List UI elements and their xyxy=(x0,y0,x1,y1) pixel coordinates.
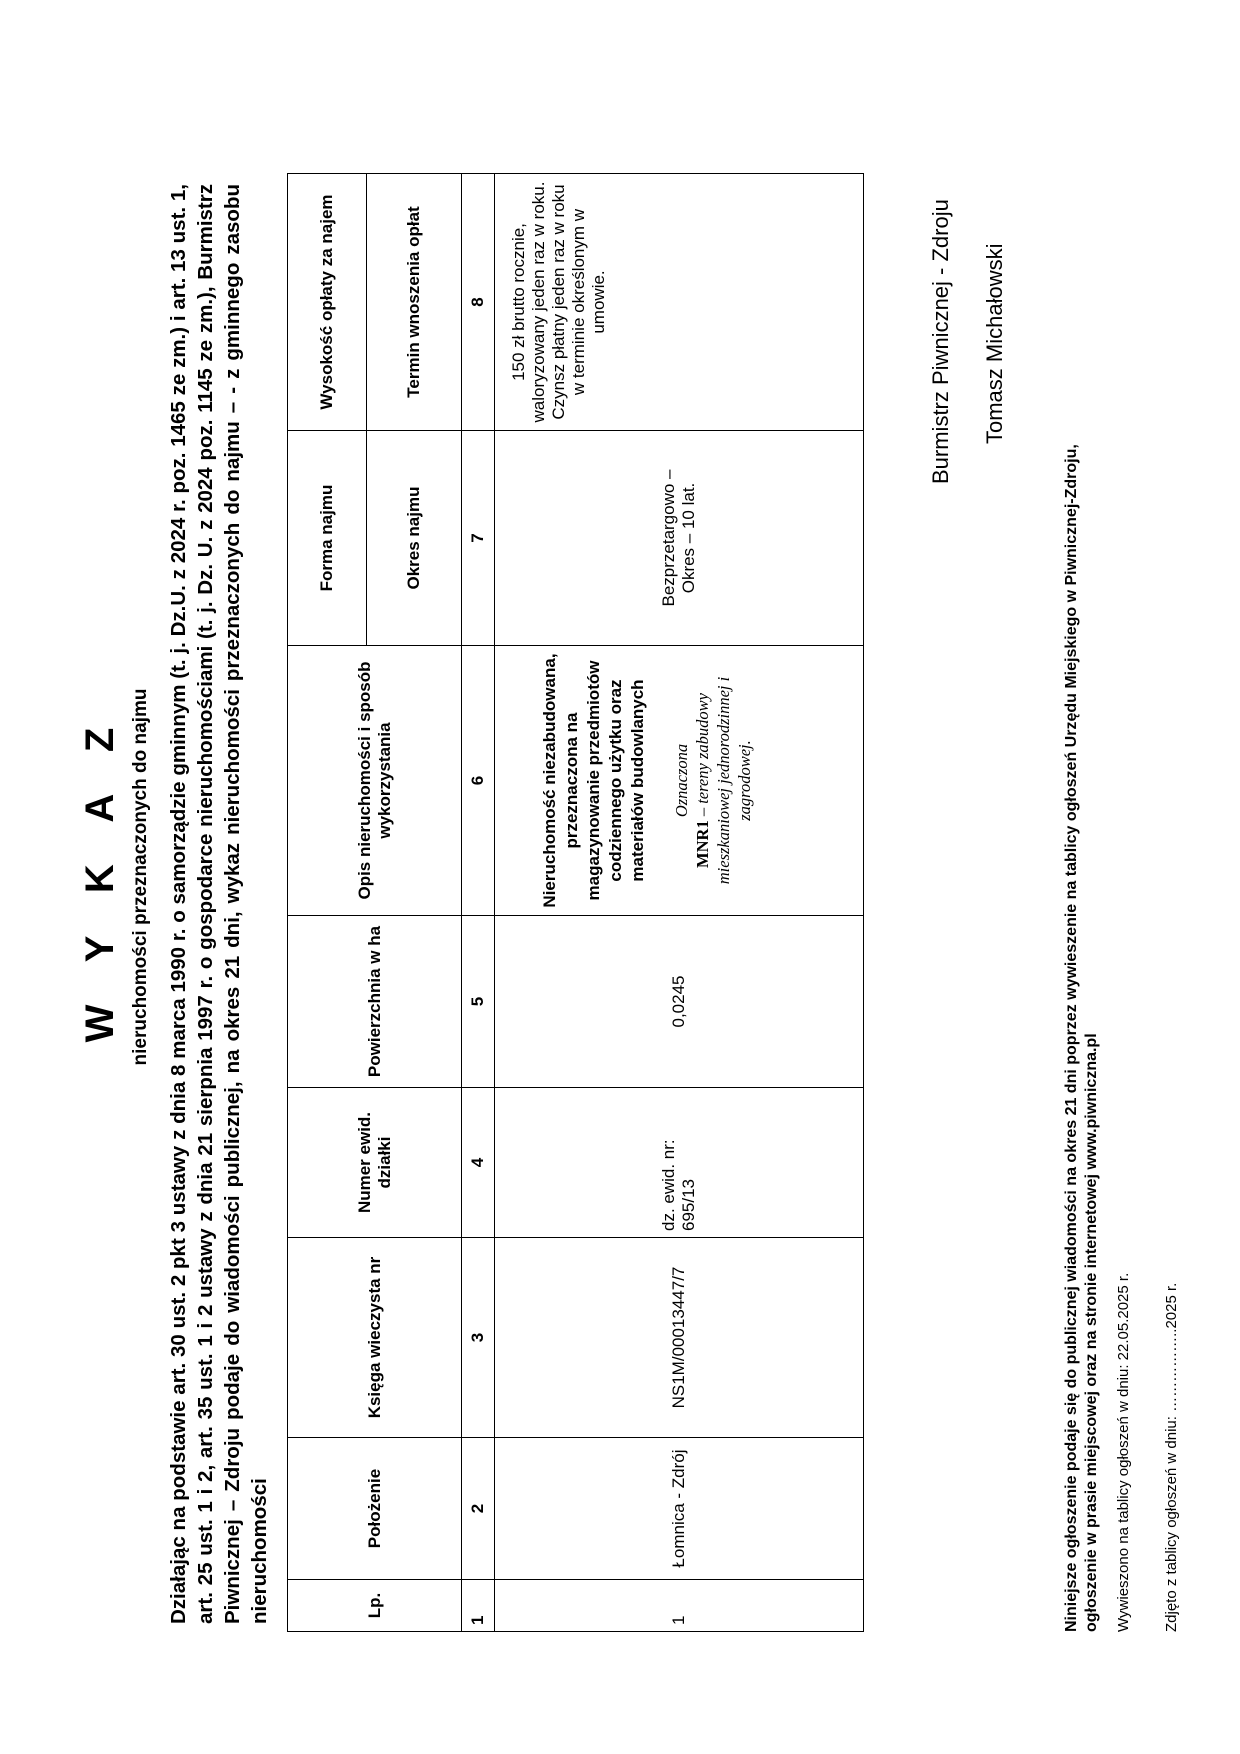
column-number: 4 xyxy=(462,1088,495,1238)
column-number: 5 xyxy=(462,916,495,1088)
header-forma: Forma najmu xyxy=(288,431,367,646)
signature-title: Burmistrz Piwnicznej - Zdroju xyxy=(928,199,953,484)
header-polozenie: Położenie xyxy=(288,1438,462,1580)
header-okres: Okres najmu xyxy=(367,431,462,646)
header-opis: Opis nieruchomości i sposób wykorzystania xyxy=(288,646,462,916)
description-text: Nieruchomość niezabudowana, przeznaczona na magazynowanie przedmiotów codziennego użytku oraz materiałów budowlanych xyxy=(540,653,647,908)
zoning-symbol: MNR1 xyxy=(693,820,712,868)
cell-opis xyxy=(495,646,864,916)
notice-text: Niniejsze ogłoszenie podaje się do publicznej wiadomości na okres 21 dni poprzez wywieszenie na tablicy ogłoszeń Urzędu Miejskiego w Piwnicznej-Zdroju, ogłoszenie w prasie miejscowej oraz na stronie internetowej www.piwniczna.pl xyxy=(1063,444,1100,1632)
column-number-row xyxy=(462,174,495,1632)
header-termin: Termin wnoszenia opłat xyxy=(367,174,462,431)
document-title: W Y K A Z xyxy=(78,711,122,1043)
removed-date: Zdjęto z tablicy ogłoszeń w dniu: ……………..2025 r. xyxy=(1163,1282,1180,1632)
column-number: 1 xyxy=(462,1580,495,1632)
header-numer: Numer ewid. działki xyxy=(288,1088,462,1238)
posted-date: Wywieszono na tablicy ogłoszeń w dniu: 22.05.2025 r. xyxy=(1115,1272,1132,1632)
column-number: 7 xyxy=(462,431,495,646)
cell-lp: 1 xyxy=(495,1580,864,1632)
property-table xyxy=(287,173,864,1632)
cell-ksiega: NS1M/00013447/7 xyxy=(495,1238,864,1438)
cell-oplata: 150 zł brutto rocznie, waloryzowany jeden raz w roku. Czynsz płatny jeden raz w roku w terminie określonym w umowie. xyxy=(495,174,864,431)
document-subtitle: nieruchomości przeznaczonych do najmu xyxy=(130,688,151,1066)
zoning-label: Oznaczona xyxy=(672,743,691,818)
cell-numer: dz. ewid. nr: 695/13 xyxy=(495,1088,864,1238)
cell-polozenie: Łomnica - Zdrój xyxy=(495,1438,864,1580)
intro-paragraph: Działając na podstawie art. 30 ust. 2 pkt 3 ustawy z dnia 8 marca 1990 r. o samorządzie gminnym (t. j. Dz.U. z 2024 r. poz. 1465 ze zm.) i art. 13 ust. 1, art. 25 ust. 1 i 2, art. 35 ust. 1 i 2 ustawy z dnia 21 sierpnia 1997 r. o gospodarce nieruchomościami (t. j. Dz. U. z 2024 poz. 1145 ze zm.), Burmistrz Piwnicznej – Zdroju podaje do wiadomości publicznej, na okres 21 dni, wykaz nieruchomości przeznaczonych do najmu – - z gminnego zasobu nieruchomości xyxy=(167,184,271,1624)
zoning-description: – tereny zabudowy mieszkaniowej jednorodzinnej i zagrodowej. xyxy=(693,676,754,885)
table-header-row xyxy=(288,174,367,1632)
header-ksiega: Księga wieczysta nr xyxy=(288,1238,462,1438)
column-number: 6 xyxy=(462,646,495,916)
header-lp: Lp. xyxy=(288,1580,462,1632)
column-number: 2 xyxy=(462,1438,495,1580)
cell-forma-okres: Bezprzetargowo – Okres – 10 lat. xyxy=(495,431,864,646)
header-powierzchnia: Powierzchnia w ha xyxy=(288,916,462,1088)
column-number: 8 xyxy=(462,174,495,431)
table-row xyxy=(495,174,864,1632)
cell-powierzchnia: 0,0245 xyxy=(495,916,864,1088)
signature-name: Tomasz Michałowski xyxy=(982,243,1007,444)
column-number: 3 xyxy=(462,1238,495,1438)
zoning-note xyxy=(671,652,755,909)
header-wysokosc: Wysokość opłaty za najem xyxy=(288,174,367,431)
